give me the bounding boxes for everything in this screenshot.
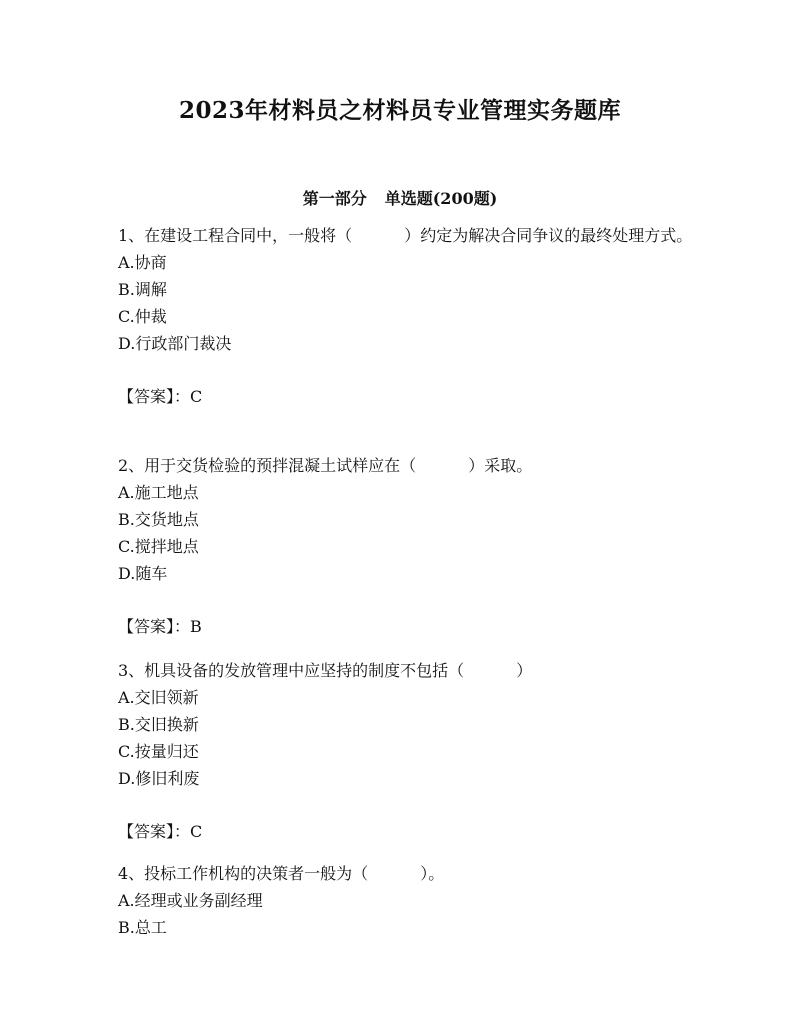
page-title: 2023年材料员之材料员专业管理实务题库: [178, 97, 621, 124]
question-2: [118, 452, 698, 640]
option-b: B.总工: [118, 918, 167, 937]
stem-after: ）采取。: [468, 456, 533, 475]
answer-line: [118, 613, 698, 640]
section-part: 第一部分: [302, 189, 367, 208]
option-d: D.行政部门裁决: [118, 334, 232, 353]
answer-label: 【答案】：: [118, 387, 191, 406]
answer-label: 【答案】：: [118, 617, 191, 636]
answer-value: C: [190, 822, 203, 841]
option-b: B.调解: [118, 280, 167, 299]
stem-before: 4、投标工作机构的决策者一般为（: [118, 864, 369, 883]
option-a: A.协商: [118, 253, 167, 272]
option-b: B.交货地点: [118, 510, 199, 529]
section-heading: [0, 186, 800, 209]
answer-value: C: [190, 387, 203, 406]
option-c: C.按量归还: [118, 742, 199, 761]
option-c: C.仲裁: [118, 307, 167, 326]
answer-line: [118, 383, 698, 410]
option-d: D.修旧利废: [118, 769, 200, 788]
question-stem: [118, 452, 698, 479]
option-d: D.随车: [118, 564, 168, 583]
stem-after: ）约定为解决合同争议的最终处理方式。: [404, 226, 693, 245]
stem-before: 2、用于交货检验的预拌混凝土试样应在（: [118, 456, 417, 475]
option-b: B.交旧换新: [118, 715, 199, 734]
option-a: A.施工地点: [118, 483, 199, 502]
stem-after: ）: [516, 661, 533, 680]
stem-before: 3、机具设备的发放管理中应坚持的制度不包括（: [118, 661, 465, 680]
question-4: [118, 860, 698, 941]
question-1: [118, 222, 698, 410]
option-a: A.经理或业务副经理: [118, 891, 263, 910]
answer-line: [118, 818, 698, 845]
question-stem: [118, 222, 698, 249]
section-name: 单选题(200题): [384, 189, 498, 208]
option-a: A.交旧领新: [118, 688, 199, 707]
answer-label: 【答案】：: [118, 822, 191, 841]
option-c: C.搅拌地点: [118, 537, 199, 556]
stem-after: ）。: [420, 864, 445, 883]
question-stem: [118, 657, 698, 684]
stem-before: 1、在建设工程合同中，一般将（: [118, 226, 353, 245]
question-stem: [118, 860, 698, 887]
question-3: [118, 657, 698, 845]
answer-value: B: [190, 617, 202, 636]
